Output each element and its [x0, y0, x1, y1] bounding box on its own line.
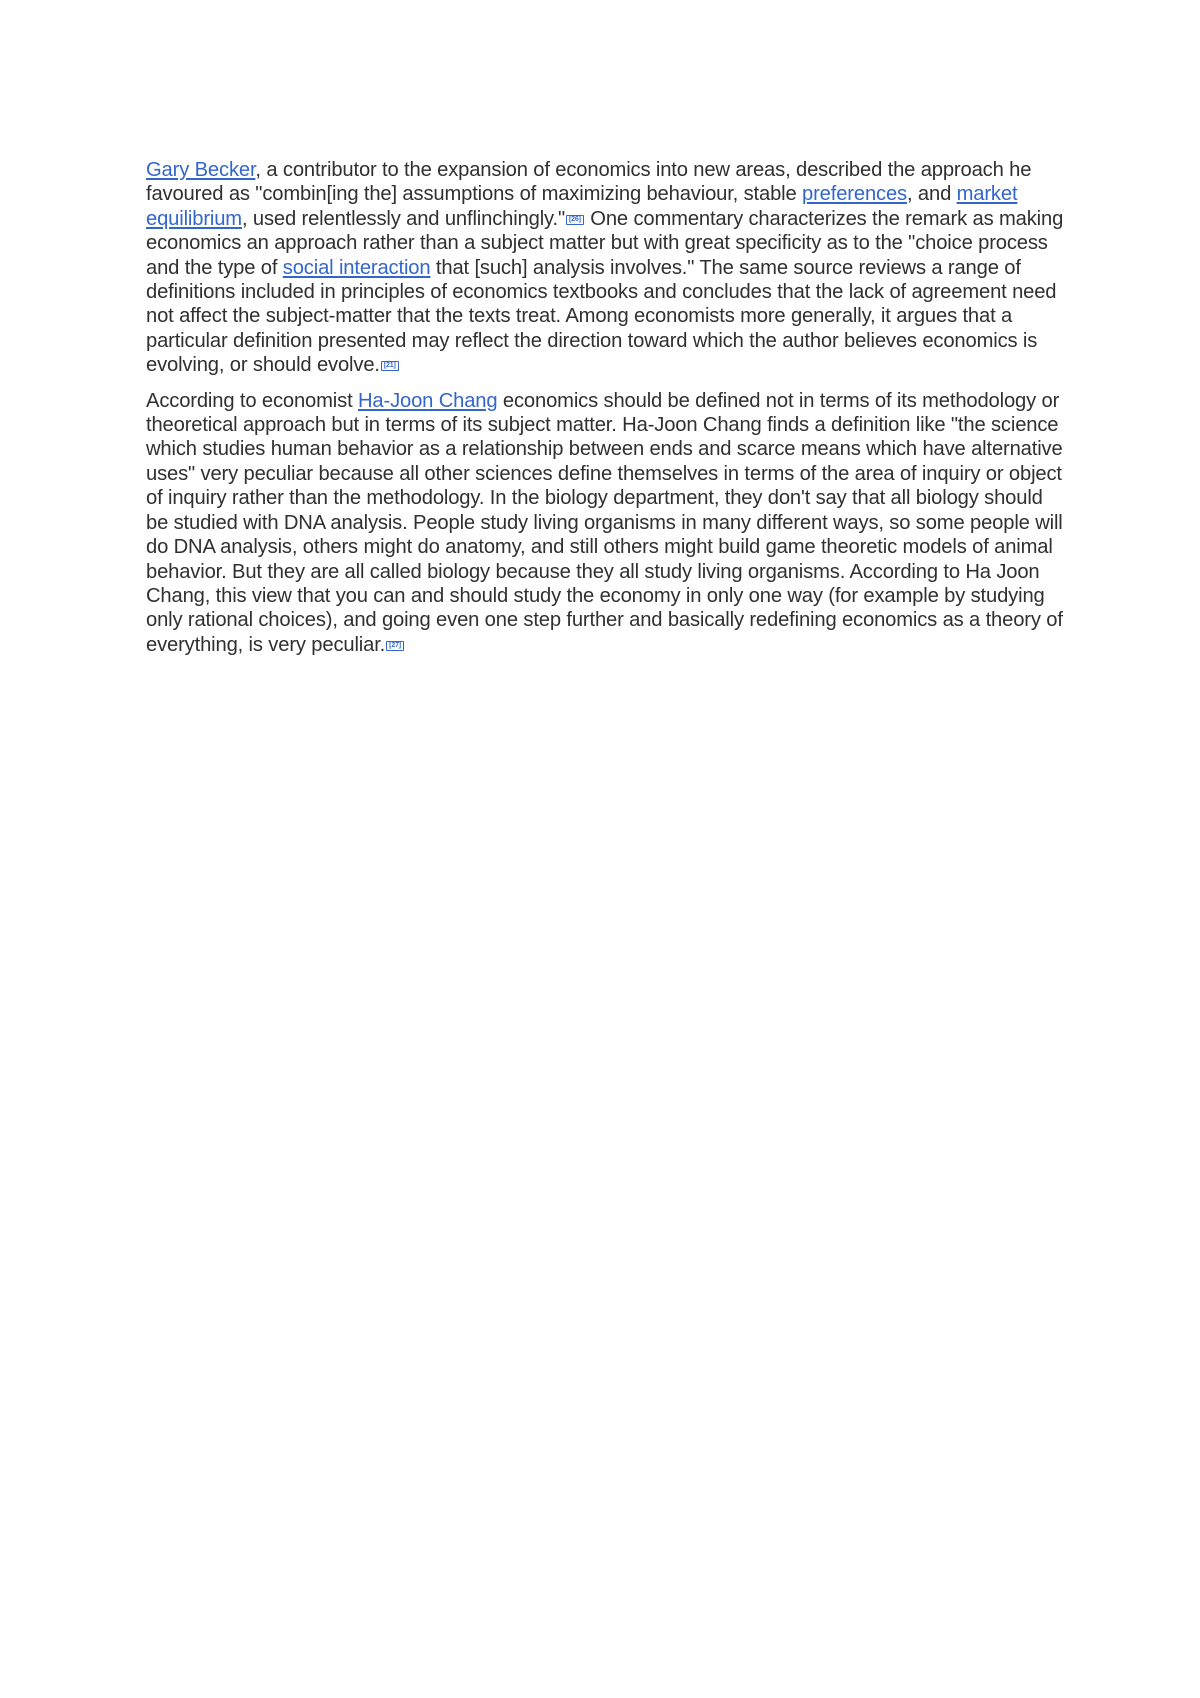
citation-ref-label: [26]: [566, 215, 584, 225]
link-market-equilibrium[interactable]: market equilibrium: [146, 183, 1018, 230]
body-text: , and: [907, 183, 957, 206]
body-text: economics should be defined not in terms of its methodology or theoretical approach but in terms of its subject matter. Ha-Joon Chang finds a definition like "the science which studies human behavior as a relationship between ends and scarce means which have alternative uses" very peculiar because all other sciences define themselves in terms of the area of inquiry or object of inquiry rather than the methodology. In the biology department, they don't say that all biology should be studied with DNA analysis. People study living organisms in many different ways, so some people will do DNA analysis, others might do anatomy, and still others might build game theoretic models of animal behavior. But they are all called biology because they all study living organisms. According to Ha Joon Chang, this view that you can and should study the economy in only one way (for example by studying only rational choices), and going even one step further and basically redefining economics as a theory of everything, is very peculiar.: [146, 389, 1063, 656]
body-text: , used relentlessly and unflinchingly.": [241, 207, 565, 230]
link-gary-becker[interactable]: Gary Becker: [146, 159, 256, 181]
paragraph-becker: [146, 158, 1066, 378]
body-text: One commentary characterizes the remark as making economics an approach rather than a subject matter but with great specificity as to the "choice process and the type of: [146, 207, 1064, 279]
link-ha-joon-chang[interactable]: Ha-Joon Chang: [358, 389, 498, 412]
citation-ref[interactable]: [565, 213, 585, 223]
body-text: , a contributor to the expansion of economics into new areas, described the approach he favoured as "combin[ing the] assumptions of maximizing behaviour, stable: [146, 159, 1032, 206]
citation-ref[interactable]: [380, 359, 400, 369]
paragraph-chang: [146, 389, 1066, 657]
citation-ref-label: [21]: [381, 361, 399, 371]
body-text: that [such] analysis involves." The same source reviews a range of definitions included in principles of economics textbooks and concludes that the lack of agreement need not affect the subject-matter that the texts treat. Among economists more generally, it argues that a particular definition presented may reflect the direction toward which the author believes economics is evolving, or should evolve.: [146, 256, 1057, 377]
citation-ref-label: [27]: [386, 641, 404, 651]
link-social-interaction[interactable]: social interaction: [282, 256, 431, 279]
citation-ref[interactable]: [385, 639, 405, 649]
body-text: According to economist: [146, 389, 358, 412]
document-page: [146, 158, 1066, 668]
link-preferences[interactable]: preferences: [802, 183, 907, 206]
